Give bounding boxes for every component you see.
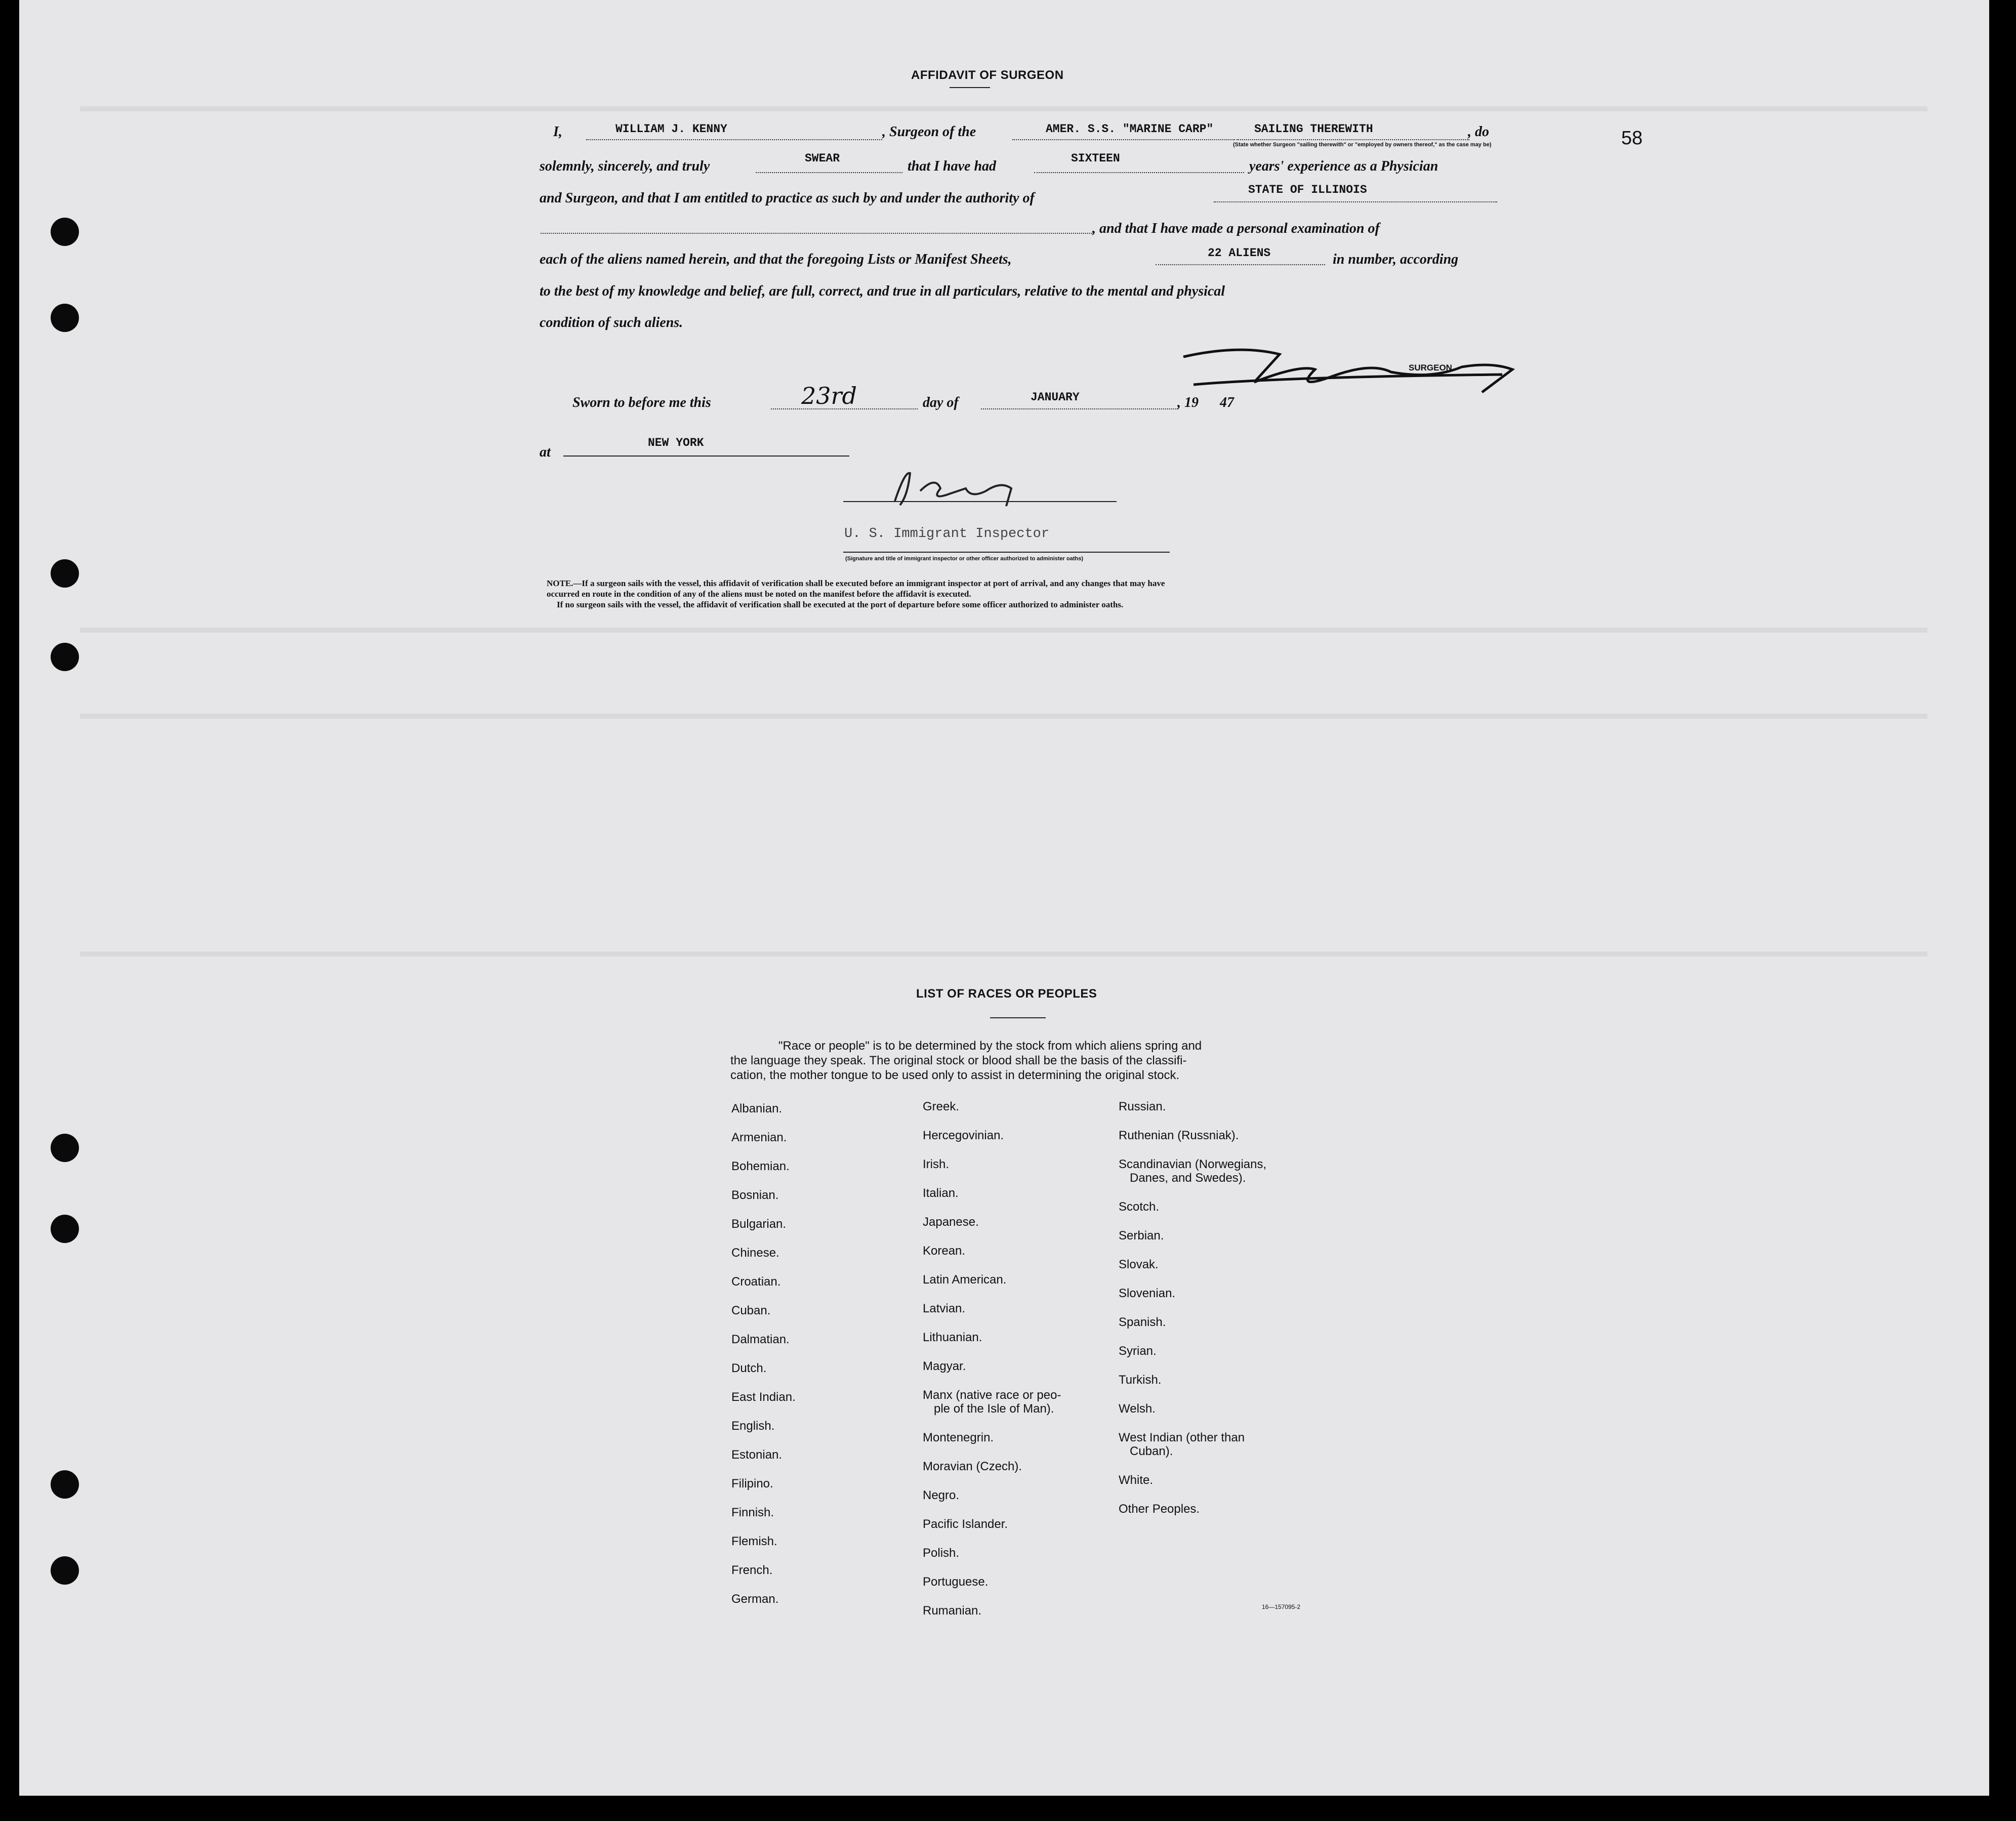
race-item: Turkish. bbox=[1119, 1373, 1162, 1387]
race-item: Russian. bbox=[1119, 1100, 1166, 1113]
sailing-status: SAILING THEREWITH bbox=[1254, 122, 1373, 136]
place-value: NEW YORK bbox=[648, 436, 704, 449]
inspector-caption: (Signature and title of immigrant inspector or other officer authorized to administer oaths) bbox=[845, 556, 1083, 562]
race-item: Cuban. bbox=[731, 1304, 771, 1317]
sheets-value: 22 ALIENS bbox=[1208, 246, 1271, 260]
form-number: 16—157095-2 bbox=[1262, 1603, 1301, 1610]
race-item: Serbian. bbox=[1119, 1229, 1164, 1243]
race-item: Dalmatian. bbox=[731, 1333, 790, 1346]
race-item: Negro. bbox=[923, 1488, 960, 1502]
race-item: Croatian. bbox=[731, 1275, 781, 1289]
experience-label: years' experience as a Physician bbox=[1249, 158, 1438, 174]
belief-text: to the best of my knowledge and belief, are full, correct, and true in all particulars, relative to the mental and physical bbox=[540, 283, 1225, 299]
inspector-title-line bbox=[843, 552, 1170, 553]
race-item: White. bbox=[1119, 1473, 1154, 1487]
sworn-day-handwritten: 23rd bbox=[801, 382, 857, 409]
in-number-label: in number, according bbox=[1333, 252, 1459, 267]
years-value: SIXTEEN bbox=[1071, 152, 1120, 165]
binder-hole bbox=[51, 643, 79, 671]
race-item: Bulgarian. bbox=[731, 1217, 787, 1231]
binder-hole bbox=[51, 559, 79, 588]
sworn-label: Sworn to before me this bbox=[572, 395, 711, 410]
race-item: Scandinavian (Norwegians, bbox=[1119, 1157, 1267, 1171]
race-item: Finnish. bbox=[731, 1506, 774, 1519]
race-item: Latin American. bbox=[923, 1273, 1007, 1287]
bleed-through-line bbox=[80, 714, 1927, 719]
race-item: Japanese. bbox=[923, 1215, 979, 1229]
race-item: Welsh. bbox=[1119, 1402, 1156, 1416]
inspector-signature-line bbox=[843, 501, 1117, 502]
surgeon-signature bbox=[1178, 334, 1523, 400]
race-item: Pacific Islander. bbox=[923, 1517, 1008, 1531]
binder-hole bbox=[51, 218, 79, 246]
race-item: Estonian. bbox=[731, 1448, 783, 1462]
condition-text: condition of such aliens. bbox=[540, 315, 683, 330]
year-prefix: , 19 bbox=[1177, 395, 1199, 410]
race-item: Armenian. bbox=[731, 1131, 787, 1144]
race-item: Scotch. bbox=[1119, 1200, 1160, 1214]
binder-hole bbox=[51, 1470, 79, 1499]
sailing-note: (State whether Surgeon "sailing therewith" or "employed by owners thereof," as the case may be) bbox=[1233, 142, 1492, 148]
race-item: Dutch. bbox=[731, 1361, 767, 1375]
title-underline bbox=[950, 87, 990, 88]
race-item: Albanian. bbox=[731, 1102, 783, 1115]
swear-value: SWEAR bbox=[805, 152, 840, 165]
surgeon-caption: SURGEON bbox=[1409, 363, 1452, 373]
race-item: French. bbox=[731, 1563, 773, 1577]
examination-label: , and that I have made a personal examination of bbox=[1092, 221, 1380, 236]
sailing-line bbox=[1237, 139, 1469, 140]
race-item: Slovak. bbox=[1119, 1258, 1159, 1271]
i-label: I, bbox=[553, 124, 562, 140]
note-line-1: NOTE.—If a surgeon sails with the vessel, this affidavit of verification shall be executed before an immigrant inspector at port of arrival, and any changes that may have bbox=[547, 578, 1165, 588]
authority-continued-line bbox=[541, 233, 1092, 234]
race-item: Syrian. bbox=[1119, 1344, 1157, 1358]
race-item: Portuguese. bbox=[923, 1575, 989, 1589]
race-item: Lithuanian. bbox=[923, 1331, 982, 1344]
at-label: at bbox=[540, 444, 551, 460]
place-line bbox=[563, 456, 849, 457]
race-item: East Indian. bbox=[731, 1390, 796, 1404]
vessel-name: AMER. S.S. "MARINE CARP" bbox=[1046, 122, 1214, 136]
authority-label: and Surgeon, and that I am entitled to practice as such by and under the authority of bbox=[540, 190, 1035, 206]
sworn-month-line bbox=[981, 408, 1178, 409]
race-item: Moravian (Czech). bbox=[923, 1460, 1022, 1473]
inspector-signature bbox=[880, 466, 1047, 511]
authority-line bbox=[1214, 201, 1497, 202]
races-intro-1: "Race or people" is to be determined by the stock from which aliens spring and bbox=[778, 1039, 1202, 1053]
race-item: German. bbox=[731, 1592, 779, 1606]
authority-value: STATE OF ILLINOIS bbox=[1248, 183, 1367, 196]
race-item: Latvian. bbox=[923, 1302, 966, 1315]
bleed-through-line bbox=[80, 106, 1927, 111]
race-item: Cuban). bbox=[1130, 1444, 1173, 1458]
affidavit-title: AFFIDAVIT OF SURGEON bbox=[911, 68, 1064, 82]
race-item: Montenegrin. bbox=[923, 1431, 994, 1444]
solemnly-label: solemnly, sincerely, and truly bbox=[540, 158, 710, 174]
binder-hole bbox=[51, 1556, 79, 1585]
note-line-3: If no surgeon sails with the vessel, the affidavit of verification shall be executed at the port of departure before some officer authorized to administer oaths. bbox=[557, 600, 1124, 609]
do-label: , do bbox=[1468, 124, 1489, 140]
race-item: Danes, and Swedes). bbox=[1130, 1171, 1246, 1185]
race-item: Italian. bbox=[923, 1186, 959, 1200]
race-item: Other Peoples. bbox=[1119, 1502, 1200, 1516]
race-item: Chinese. bbox=[731, 1246, 779, 1260]
race-item: Bohemian. bbox=[731, 1160, 790, 1173]
inspector-title: U. S. Immigrant Inspector bbox=[844, 526, 1050, 542]
race-item: Ruthenian (Russniak). bbox=[1119, 1129, 1239, 1142]
race-item: Spanish. bbox=[1119, 1315, 1166, 1329]
race-item: Korean. bbox=[923, 1244, 966, 1258]
race-item: English. bbox=[731, 1419, 775, 1433]
race-item: Rumanian. bbox=[923, 1604, 982, 1618]
race-item: Bosnian. bbox=[731, 1188, 779, 1202]
year-suffix: 47 bbox=[1220, 395, 1234, 410]
years-line bbox=[1034, 172, 1244, 173]
sheets-line bbox=[1156, 264, 1325, 265]
race-item: Filipino. bbox=[731, 1477, 773, 1491]
binder-hole bbox=[51, 1215, 79, 1243]
day-of-label: day of bbox=[923, 395, 959, 410]
name-line bbox=[586, 139, 882, 140]
binder-hole bbox=[51, 304, 79, 332]
swear-line bbox=[756, 172, 902, 173]
vessel-line bbox=[1012, 139, 1235, 140]
sworn-month: JANUARY bbox=[1031, 391, 1080, 404]
have-had-label: that I have had bbox=[908, 158, 997, 174]
race-item: Polish. bbox=[923, 1546, 960, 1560]
document-page bbox=[19, 0, 1989, 1796]
binder-hole bbox=[51, 1134, 79, 1162]
race-item: Manx (native race or peo- bbox=[923, 1388, 1061, 1402]
race-item: Greek. bbox=[923, 1100, 960, 1113]
page-number: 58 bbox=[1621, 128, 1643, 149]
sheets-label: each of the aliens named herein, and that the foregoing Lists or Manifest Sheets, bbox=[540, 252, 1012, 267]
races-intro-3: cation, the mother tongue to be used only to assist in determining the original stock. bbox=[730, 1068, 1180, 1082]
races-intro-2: the language they speak. The original stock or blood shall be the basis of the classifi- bbox=[730, 1054, 1187, 1067]
race-item: West Indian (other than bbox=[1119, 1431, 1245, 1444]
races-title: LIST OF RACES OR PEOPLES bbox=[916, 987, 1097, 1001]
surgeon-of-label: , Surgeon of the bbox=[882, 124, 976, 140]
bleed-through-line bbox=[80, 951, 1927, 957]
race-item: Flemish. bbox=[731, 1535, 777, 1548]
race-item: Hercegovinian. bbox=[923, 1129, 1004, 1142]
surgeon-name: WILLIAM J. KENNY bbox=[615, 122, 727, 136]
race-item: Magyar. bbox=[923, 1359, 966, 1373]
race-item: Slovenian. bbox=[1119, 1287, 1176, 1300]
races-title-underline bbox=[990, 1017, 1046, 1018]
bleed-through-line bbox=[80, 628, 1927, 633]
race-item: ple of the Isle of Man). bbox=[934, 1402, 1054, 1416]
race-item: Irish. bbox=[923, 1157, 950, 1171]
note-line-2: occurred en route in the condition of any of the aliens must be noted on the manifest before the affidavit is executed. bbox=[547, 589, 971, 599]
